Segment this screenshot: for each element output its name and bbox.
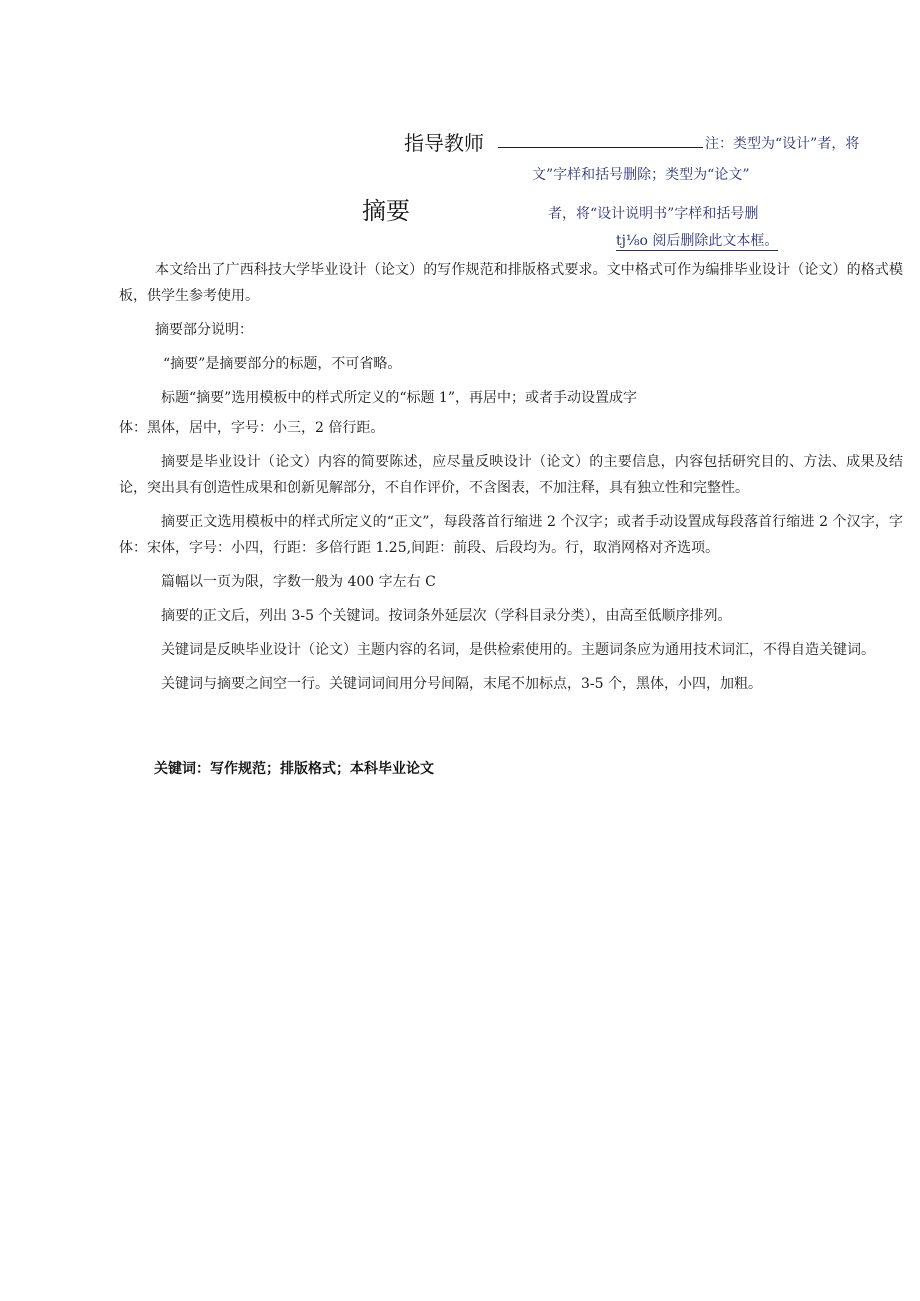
abstract-paragraph: 摘要正文选用模板中的样式所定义的“正文”，每段落首行缩进 2 个汉字；或者手动设置成每段落首行缩进 2 个汉字，字体：宋体，字号：小四，行距：多倍行距 1.25,间距：前段、后段均为。行，取消网格对齐选项。 [119,514,903,556]
keywords-line: 关键词：写作规范；排版格式；本科毕业论文 [154,761,434,777]
abstract-paragraph: 摘要是毕业设计（论文）内容的简要陈述，应尽量反映设计（论文）的主要信息，内容包括研究目的、方法、成果及结论，突出具有创造性成果和创新见解部分，不自作评价，不含图表，不加注释，具有独立性和完整性。 [119,454,903,496]
abstract-paragraph: “摘要”是摘要部分的标题，不可省略。 [163,356,402,372]
template-note-line-2: 文”字样和括号删除；类型为“论文” [532,167,750,183]
abstract-paragraph: 体：黑体，居中，字号：小三，2 倍行距。 [119,420,385,436]
template-note-line-3: 者，将“设计说明书”字样和括号删 [548,206,759,222]
abstract-paragraph: 关键词与摘要之间空一行。关键词词间用分号间隔，末尾不加标点，3-5 个，黑体，小四，加粗。 [161,676,762,692]
abstract-paragraph: 关键词是反映毕业设计（论文）主题内容的名词，是供检索使用的。主题词条应为通用技术词汇，不得自造关键词。 [161,642,875,658]
abstract-title: 摘要 [362,197,410,225]
abstract-paragraph: 标题“摘要”选用模板中的样式所定义的“标题 1”，再居中；或者手动设置成字 [161,390,637,406]
abstract-paragraph: 摘要的正文后，列出 3-5 个关键词。按词条外延层次（学科目录分类），由高至低顺序排列。 [161,608,732,624]
advisor-signature-line [498,147,703,148]
abstract-body [119,257,903,697]
abstract-paragraph: 篇幅以一页为限，字数一般为 400 字左右 C [161,574,436,590]
abstract-paragraph: 摘要部分说明： [155,322,253,338]
template-note-line-1: 注：类型为“设计”者，将 [705,136,860,152]
template-note-line-4: tj⅛o 阅后删除此文本框。 [616,230,778,251]
advisor-label: 指导教师 [404,131,484,155]
abstract-paragraph: 本文给出了广西科技大学毕业设计（论文）的写作规范和排版格式要求。文中格式可作为编排毕业设计（论文）的格式模板，供学生参考使用。 [119,262,903,304]
